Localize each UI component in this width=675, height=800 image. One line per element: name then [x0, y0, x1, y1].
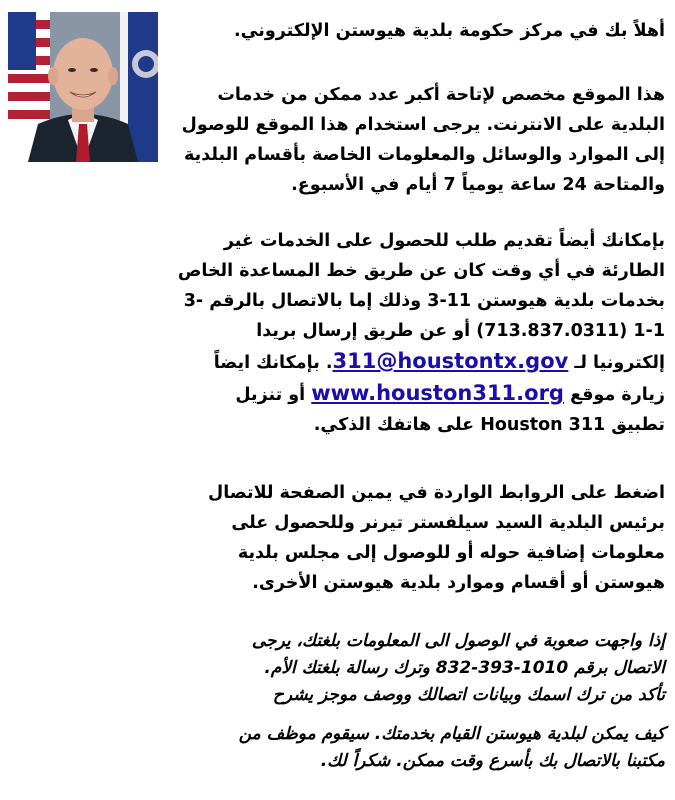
language-line-1: إذا واجهت صعوبة في الوصول الى المعلومات بلغتك، يرجى [251, 631, 665, 651]
language-line-3: تأكد من ترك اسمك وبيانات اتصالك ووصف موجز يشرح [272, 685, 665, 705]
request-line-2: الطارئة في أي وقت كان عن طريق خط المساعدة الخاص [177, 261, 665, 281]
welcome-line: أهلاً بك في مركز حكومة بلدية هيوستن الإلكتروني. [233, 21, 665, 41]
language-line-2: الاتصال برقم 1010-393-832 وترك رسالة بلغتك الأم. [264, 658, 665, 678]
welcome-paragraph [185, 16, 665, 46]
mayor-portrait-icon [8, 12, 158, 162]
request-line-5-after: . بإمكانك ايضاً [213, 353, 333, 373]
intro-line-1: هذا الموقع مخصص لإتاحة أكبر عدد ممكن من خدمات [217, 85, 665, 105]
request-line-1: بإمكانك أيضاً تقديم طلب للحصول على الخدمات غير [223, 231, 665, 251]
links-line-3: معلومات إضافية حوله أو للوصول إلى مجلس بلدية [237, 543, 665, 563]
email-link[interactable]: 311@houstontx.gov [332, 349, 569, 373]
portrait-drawing [8, 12, 158, 162]
links-line-1: اضغط على الروابط الواردة في يمين الصفحة للاتصال [208, 483, 665, 503]
language-line-4: كيف يمكن لبلدية هيوستن القيام بخدمتك. سيقوم موظف من [238, 724, 665, 744]
request-line-5-before: إلكترونيا لـ [574, 353, 665, 373]
language-line-5: مكتبنا بالاتصال بك بأسرع وقت ممكن. شكراً لك. [320, 751, 665, 771]
links-line-2: برئيس البلدية السيد سيلفستر تيرنر وللحصول على [231, 513, 665, 533]
request-paragraph [145, 226, 665, 440]
request-line-3: بخدمات بلدية هيوستن 11-3 وذلك إما بالاتصال بالرقم -3 [183, 291, 665, 311]
links-paragraph [145, 478, 665, 598]
language-spacer [105, 709, 665, 721]
intro-line-2: البلدية على الانترنت. يرجى استخدام هذا الموقع للوصول [181, 115, 665, 135]
request-line-6-before: زيارة موقع [570, 385, 665, 405]
intro-line-3: إلى الموارد والوسائل والمعلومات الخاصة بأقسام البلدية [184, 145, 665, 165]
intro-paragraph [165, 80, 665, 200]
request-line-5 [145, 346, 665, 378]
request-line-4: 1-1 (713.837.0311) أو عن طريق إرسال بريدا [256, 321, 665, 341]
website-link[interactable]: www.houston311.org [311, 381, 564, 405]
links-line-4: هيوستن أو أقسام وموارد بلدية هيوستن الأخرى. [252, 573, 665, 593]
request-line-6 [145, 378, 665, 410]
language-paragraph [105, 628, 665, 775]
intro-line-4: والمتاحة 24 ساعة يومياً 7 أيام في الأسبوع. [291, 175, 665, 195]
request-line-6-after: أو تنزيل [235, 385, 306, 405]
request-line-7: تطبيق Houston 311 على هاتفك الذكي. [313, 415, 665, 435]
